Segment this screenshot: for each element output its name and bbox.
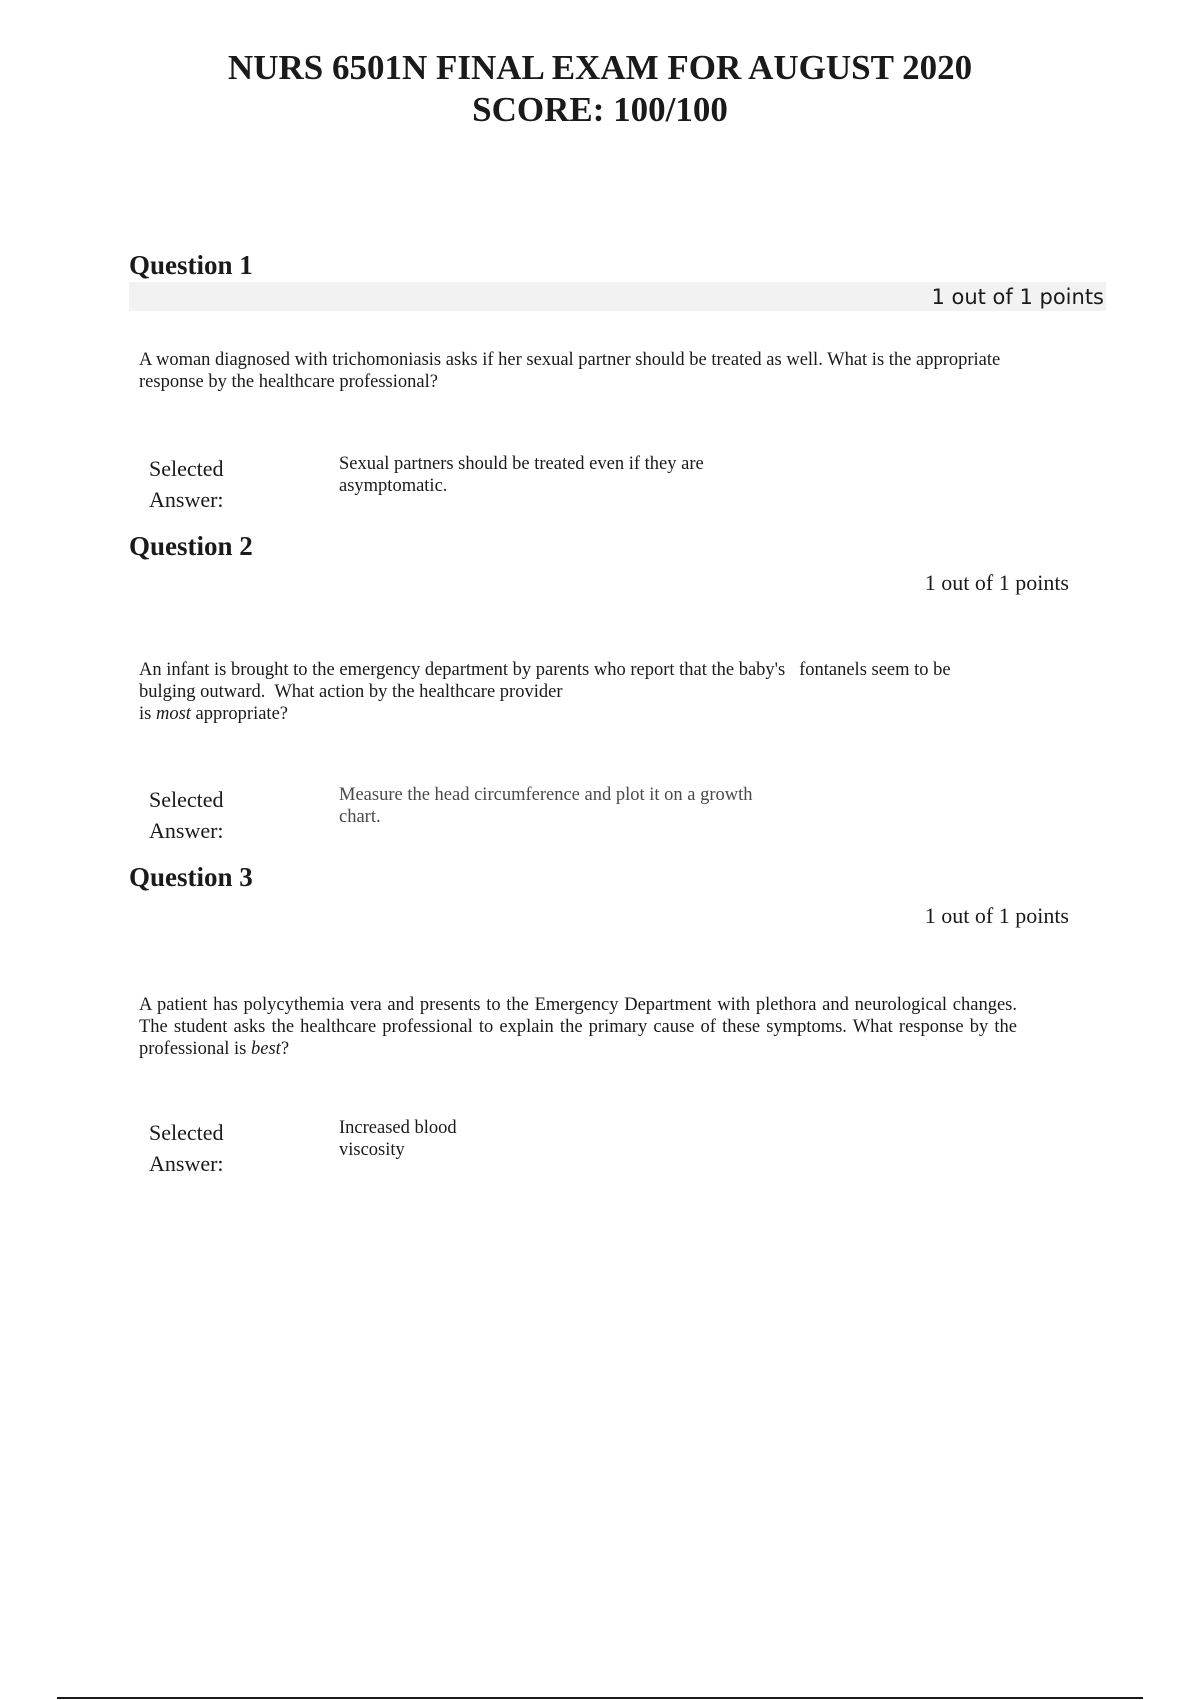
selected-label-line2: Answer: bbox=[149, 1151, 224, 1176]
prompt-emphasis: best bbox=[251, 1039, 281, 1059]
prompt-line3-post: appropriate? bbox=[190, 704, 288, 724]
question-2-prompt bbox=[139, 659, 1029, 725]
question-1-points: 1 out of 1 points bbox=[931, 285, 1104, 309]
question-2-selected-answer bbox=[339, 784, 753, 828]
question-1-selected-answer-label bbox=[149, 453, 299, 515]
prompt-text-end: ? bbox=[280, 1039, 290, 1059]
prompt-line3-pre: is bbox=[139, 704, 156, 724]
question-2-selected-answer-label bbox=[149, 784, 299, 846]
answer-line1: Increased blood bbox=[339, 1118, 457, 1138]
question-1-prompt: A woman diagnosed with trichomoniasis asks if her sexual partner should be treated as well. What is the appropriate response by the healthcare professional? bbox=[139, 350, 1001, 392]
answer-line1: Measure the head circumference and plot it on a growth bbox=[339, 785, 753, 805]
question-3-selected-answer bbox=[339, 1117, 457, 1161]
answer-line1: Sexual partners should be treated even if they are bbox=[339, 454, 704, 474]
exam-title: NURS 6501N FINAL EXAM FOR AUGUST 2020 bbox=[227, 48, 973, 87]
question-2-points: 1 out of 1 points bbox=[924, 570, 1069, 595]
answer-line2: chart. bbox=[339, 807, 381, 827]
question-3-heading: Question 3 bbox=[129, 862, 253, 892]
answer-line2: viscosity bbox=[339, 1140, 405, 1160]
question-3-prompt bbox=[139, 994, 1017, 1060]
footer-divider bbox=[57, 1697, 1143, 1699]
question-2-heading: Question 2 bbox=[129, 531, 253, 561]
question-1-selected-answer bbox=[339, 453, 704, 497]
selected-label-line1: Selected bbox=[149, 787, 224, 812]
prompt-line1: An infant is brought to the emergency department by parents who report that the baby's fontanels seem to be bbox=[139, 660, 951, 680]
prompt-text: A patient has polycythemia vera and presents to the Emergency Department with plethora and neurological changes. The student asks the healthcare professional to explain the primary cause of these symptoms. What response by the professional is bbox=[139, 995, 1017, 1059]
question-3-points: 1 out of 1 points bbox=[924, 903, 1069, 928]
question-3-selected-answer-label bbox=[149, 1117, 299, 1179]
selected-label-line1: Selected bbox=[149, 456, 224, 481]
prompt-line2: bulging outward. What action by the healthcare provider bbox=[139, 682, 563, 702]
question-1-heading: Question 1 bbox=[129, 250, 253, 280]
answer-line2: asymptomatic. bbox=[339, 476, 448, 496]
prompt-emphasis: most bbox=[155, 704, 191, 724]
selected-label-line2: Answer: bbox=[149, 487, 224, 512]
prompt-line3 bbox=[139, 703, 1029, 725]
selected-label-line1: Selected bbox=[149, 1120, 224, 1145]
selected-label-line2: Answer: bbox=[149, 818, 224, 843]
exam-score: SCORE: 100/100 bbox=[472, 90, 728, 129]
